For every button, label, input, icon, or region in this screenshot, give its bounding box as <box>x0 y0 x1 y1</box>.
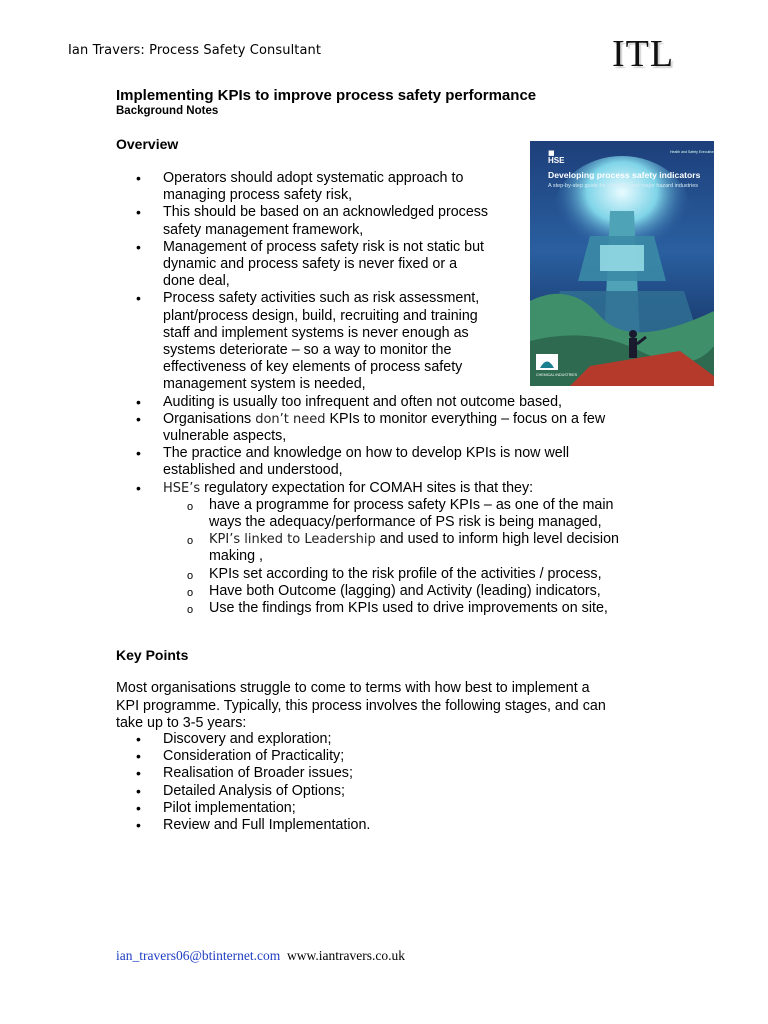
itl-logo: ITL <box>612 33 675 75</box>
svg-text:A step-by-step guide for chemi: A step-by-step guide for chemical and major hazard industries <box>548 183 699 189</box>
sub-list-item: o Use the findings from KPIs used to drive improvements on site, <box>116 600 619 617</box>
hse-sub-list <box>163 497 619 617</box>
header-author: Ian Travers: Process Safety Consultant <box>68 43 322 58</box>
svg-text:Developing process safety indi: Developing process safety indicators <box>548 170 701 180</box>
document-subtitle: Background Notes <box>116 105 219 117</box>
document-title: Implementing KPIs to improve process safety performance <box>116 87 537 104</box>
sub-list-item: o KPIs set according to the risk profile of the activities / process, <box>116 566 619 583</box>
list-item: • Review and Full Implementation. <box>116 817 370 834</box>
svg-text:Health and Safety Executive: Health and Safety Executive <box>670 150 714 154</box>
key-points-intro: Most organisations struggle to come to terms with how best to implement a KPI programme. Typically, this process involves the following stages, and can take up to 3-5 years: <box>116 680 606 732</box>
cover-publisher-icon: ■ <box>548 149 555 157</box>
footer-website-link[interactable]: www.iantravers.co.uk <box>287 948 405 963</box>
list-item: • HSE’s regulatory expectation for COMAH sites is that they: o have a programme for process safety KPIs – as one of the main ways the adequacy/performance of PS risk is being managed, o KPI’s linked to Leadership and used to inform high level decision making , o KPIs set according to the risk profile of the activities / process, o Have both Outcome (lagging) and Activity (leading) indicators, o Use the findings from KPIs used to drive improvements on site, <box>116 480 619 618</box>
list-item: • This should be based on an acknowledged process safety management framework, <box>116 204 619 238</box>
list-item: • Detailed Analysis of Options; <box>116 783 370 800</box>
list-item: • Auditing is usually too infrequent and often not outcome based, <box>116 394 619 411</box>
list-item: • Discovery and exploration; <box>116 731 370 748</box>
list-item: • Consideration of Practicality; <box>116 748 370 765</box>
svg-text:HSE: HSE <box>548 156 565 165</box>
overview-bullet-list <box>116 170 619 617</box>
overview-heading: Overview <box>116 136 179 152</box>
svg-text:CHEMICAL INDUSTRIES: CHEMICAL INDUSTRIES <box>536 373 578 377</box>
footer-email-link[interactable]: ian_travers06@btinternet.com <box>116 948 281 963</box>
sub-list-item: o Have both Outcome (lagging) and Activity (leading) indicators, <box>116 583 619 600</box>
list-item: • The practice and knowledge on how to develop KPIs is now well established and understood, <box>116 445 619 479</box>
key-points-heading: Key Points <box>116 647 189 663</box>
list-item: • Realisation of Broader issues; <box>116 765 370 782</box>
sub-list-item: o have a programme for process safety KPIs – as one of the main ways the adequacy/performance of PS risk is being managed, <box>116 497 619 531</box>
footer <box>116 948 405 964</box>
list-item: • Process safety activities such as risk assessment, plant/process design, build, recruiting and training staff and implement systems is never enough as systems deteriorate – so a way to monitor the effectiveness of key elements of process safety management system is needed, <box>116 290 619 393</box>
list-item: • Pilot implementation; <box>116 800 370 817</box>
sub-list-item: o KPI’s linked to Leadership and used to inform high level decision making , <box>116 531 619 565</box>
list-item: • Operators should adopt systematic approach to managing process safety risk, <box>116 170 619 204</box>
stages-list <box>116 731 370 834</box>
list-item: • Management of process safety risk is not static but dynamic and process safety is never fixed or a done deal, <box>116 239 619 291</box>
list-item: • Organisations don’t need KPIs to monitor everything – focus on a few vulnerable aspects, <box>116 411 619 445</box>
